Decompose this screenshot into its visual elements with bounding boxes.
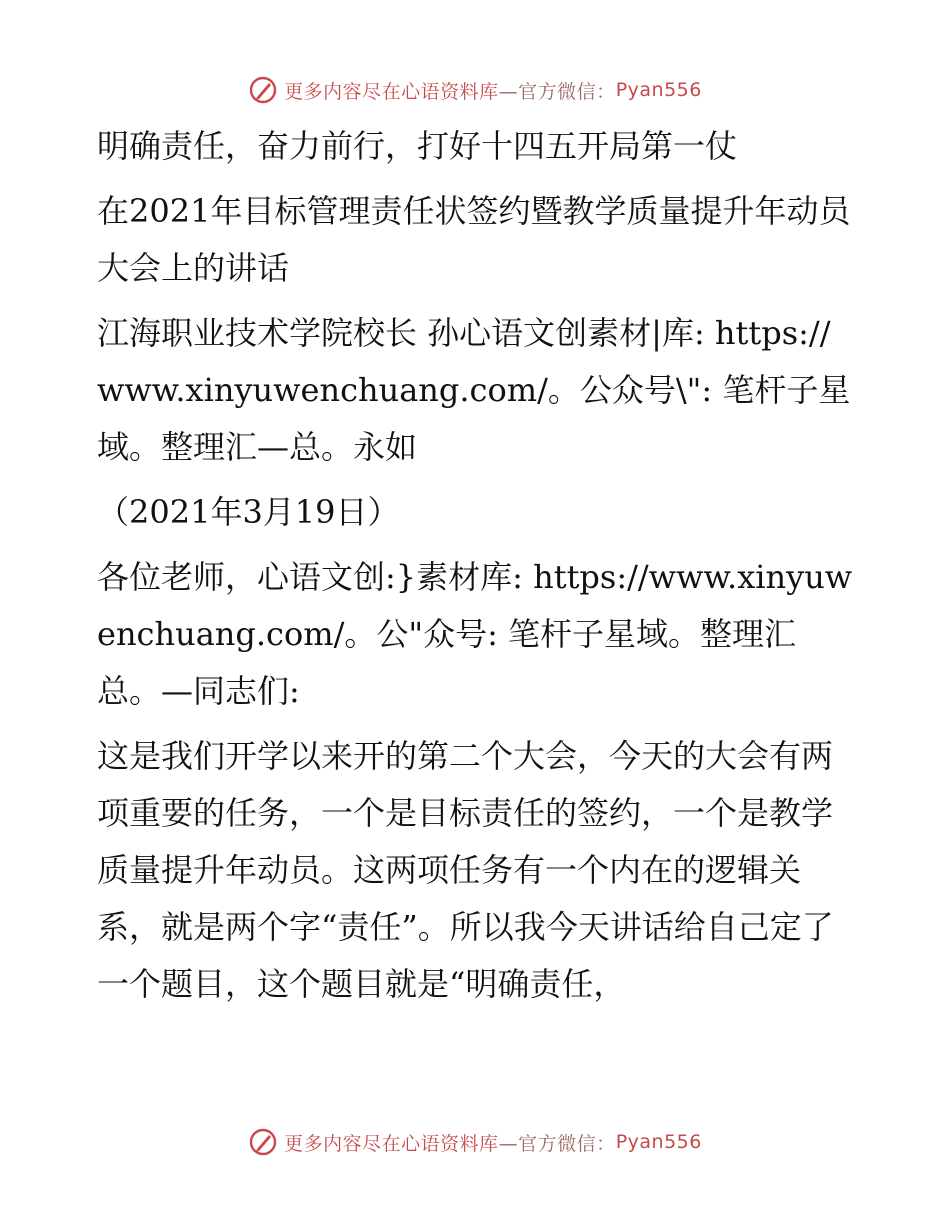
document-paragraph: 这是我们开学以来开的第二个大会，今天的大会有两项重要的任务，一个是目标责任的签约，一个是教学质量提升年动员。这两项任务有一个内在的逻辑关系，就是两个字“责任”。所以我今天讲话给自己定了一个题目，这个题目就是“明确责任， bbox=[97, 737, 834, 1003]
banner-text: 更多内容尽在心语资料库 bbox=[284, 80, 499, 103]
document-body bbox=[97, 118, 857, 1013]
document-date: （2021年3月19日） bbox=[97, 493, 400, 531]
banner-official-label: —官方微信： bbox=[498, 80, 616, 103]
banner-official-label: —官方微信： bbox=[498, 1132, 616, 1155]
banner-wechat-id: Pyan556 bbox=[615, 1131, 702, 1153]
footer-banner bbox=[0, 1122, 950, 1162]
quill-logo-icon bbox=[248, 1127, 278, 1157]
document-author: 江海职业技术学院校长 孙心语文创素材|库: https://www.xinyuwenchuang.com/。公众号\": 笔杆子星域。整理汇—总。永如 bbox=[97, 314, 851, 466]
document-subtitle: 在2021年目标管理责任状签约暨教学质量提升年动员大会上的讲话 bbox=[97, 192, 851, 287]
banner-wechat-id: Pyan556 bbox=[615, 79, 702, 101]
document-greeting: 各位老师，心语文创:}素材库: https://www.xinyuwenchuang.com/。公"众号: 笔杆子星域。整理汇总。—同志们: bbox=[97, 558, 853, 710]
banner-text: 更多内容尽在心语资料库 bbox=[284, 1132, 499, 1155]
header-banner bbox=[0, 70, 950, 110]
document-title: 明确责任，奋力前行，打好十四五开局第一仗 bbox=[97, 127, 738, 165]
quill-logo-icon bbox=[248, 75, 278, 105]
